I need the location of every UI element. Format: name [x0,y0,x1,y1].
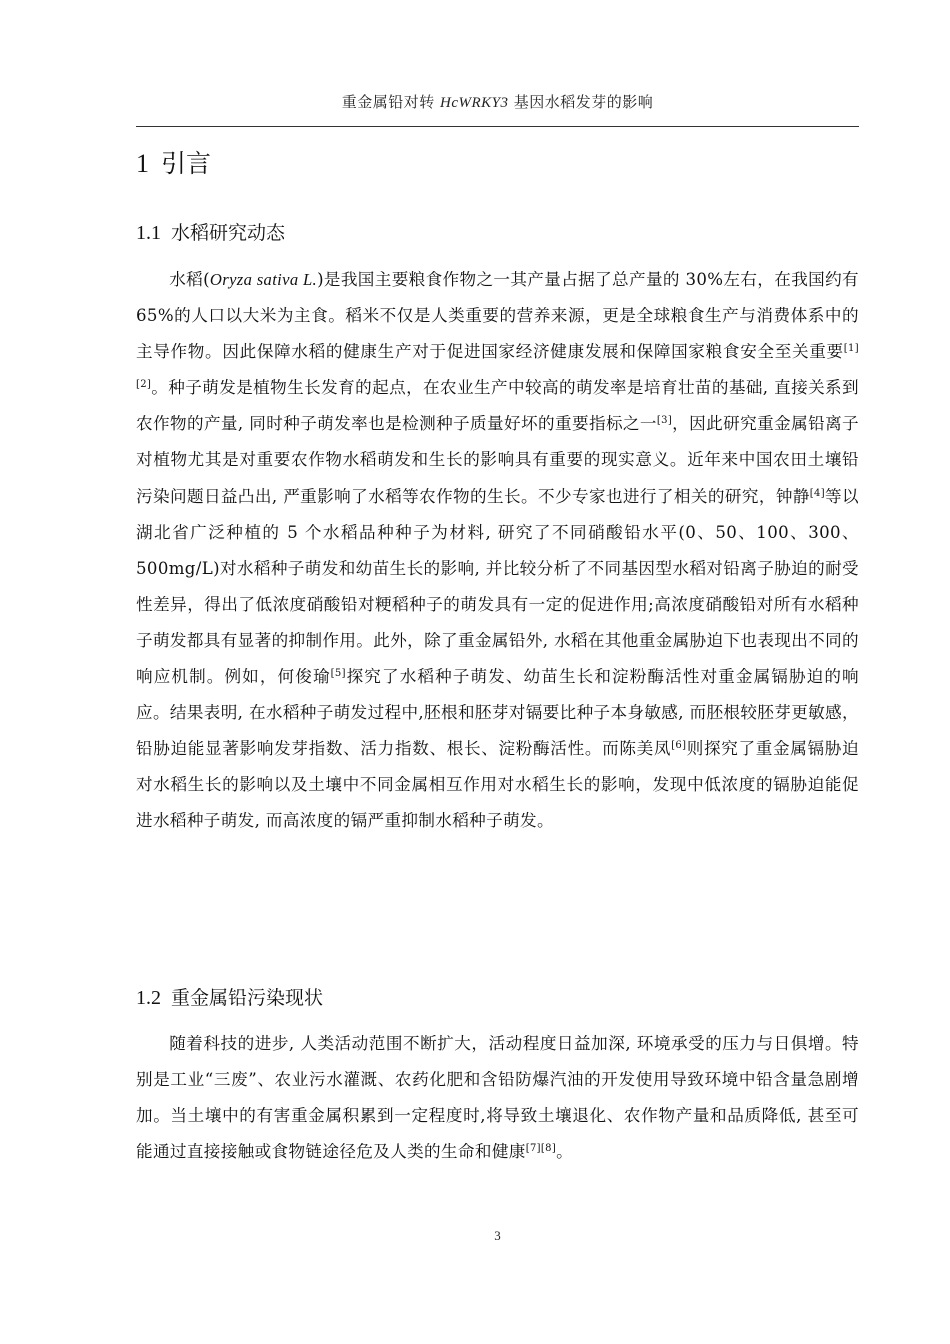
section-heading-1-2 [136,983,323,1010]
citation-ref: [3] [656,415,673,427]
chapter-number: 1 [136,149,149,178]
header-gene-name: HcWRKY3 [440,95,509,111]
text-segment: ，因此研究重金属铅离子对植物尤其是对重要农作物水稻萌发和生长的影响具有重要的现实意义。近年来中国农田土壤铅污染问题日益凸出, 严重影响了水稻等农作物的生长。不少专家也进行了相关的研究，钟静 [136,414,860,506]
citation-ref: [4] [809,487,826,499]
citation-ref: [7][8] [525,1143,557,1155]
section-number: 1.1 [136,222,161,244]
section-1-1-paragraph [136,262,859,840]
text-segment: 随着科技的进步, 人类活动范围不断扩大，活动程度日益加深, 环境承受的压力与日俱增。特别是工业“三废”、农业污水灌溉、农药化肥和含铅防爆汽油的开发使用导致环境中铅含量急剧增加。当土壤中的有害重金属积累到一定程度时,将导致土壤退化、农作物产量和品质降低, 甚至可能通过直接接触或食物链途径危及人类的生命和健康 [136,1034,859,1162]
header-title-suffix: 基因水稻发芽的影响 [508,93,654,111]
section-title: 水稻研究动态 [171,222,286,244]
header-title-prefix: 重金属铅对转 [341,93,440,111]
text-segment: 。 [556,1142,574,1162]
text-segment: 则探究了重金属镉胁迫对水稻生长的影响以及土壤中不同金属相互作用对水稻生长的影响，发现中低浓度的镉胁迫能促进水稻种子萌发, 而高浓度的镉严重抑制水稻种子萌发。 [136,739,860,831]
section-heading-1-1 [136,218,285,245]
chapter-title: 引言 [161,149,212,178]
citation-ref: [5] [330,668,346,680]
page-number: 3 [494,1228,501,1243]
text-segment: 探究了水稻种子萌发、幼苗生长和淀粉酶活性对重金属镉胁迫的响应。结果表明, 在水稻种子萌发过程中,胚根和胚芽对镉要比种子本身敏感, 而胚根较胚芽更敏感，铅胁迫能显著影响发芽指数、活力指数、根长、淀粉酶活性。而陈美凤 [136,667,859,759]
section-1-2-paragraph [136,1026,859,1170]
text-segment: 。种子萌发是植物生长发育的起点，在农业生产中较高的萌发率是培育壮苗的基础, 直接关系到农作物的产量, 同时种子萌发率也是检测种子质量好坏的重要指标之一 [136,378,859,434]
text-segment: 等以湖北省广泛种植的 5 个水稻品种种子为材料, 研究了不同硝酸铅水平(0、50、100、300、500mg/L)对水稻种子萌发和幼苗生长的影响, 并比较分析了不同基因型水稻对铅离子胁迫的耐受性差异，得出了低浓度硝酸铅对粳稻种子的萌发具有一定的促进作用;高浓度硝酸铅对所有水稻种子萌发都具有显著的抑制作用。此外，除了重金属铅外, 水稻在其他重金属胁迫下也表现出不同的响应机制。例如，何俊瑜 [136,486,859,687]
chapter-heading [136,144,211,180]
section-number: 1.2 [136,987,161,1009]
text-segment: 水稻( [169,270,210,289]
section-title: 重金属铅污染现状 [171,987,324,1009]
header-rule [136,126,859,127]
text-segment: )是我国主要粮食作物之一其产量占据了总产量的 30%左右，在我国约有 65%的人口以大米为主食。稻米不仅是人类重要的营养来源，更是全球粮食生产与消费体系中的主导作物。因此保障水稻的健康生产对于促进国家经济健康发展和保障国家粮食安全至关重要 [136,270,860,362]
running-header [136,91,859,112]
species-name: Oryza sativa L. [209,270,318,289]
citation-ref: [1][2] [136,343,859,391]
citation-ref: [6] [671,740,687,752]
